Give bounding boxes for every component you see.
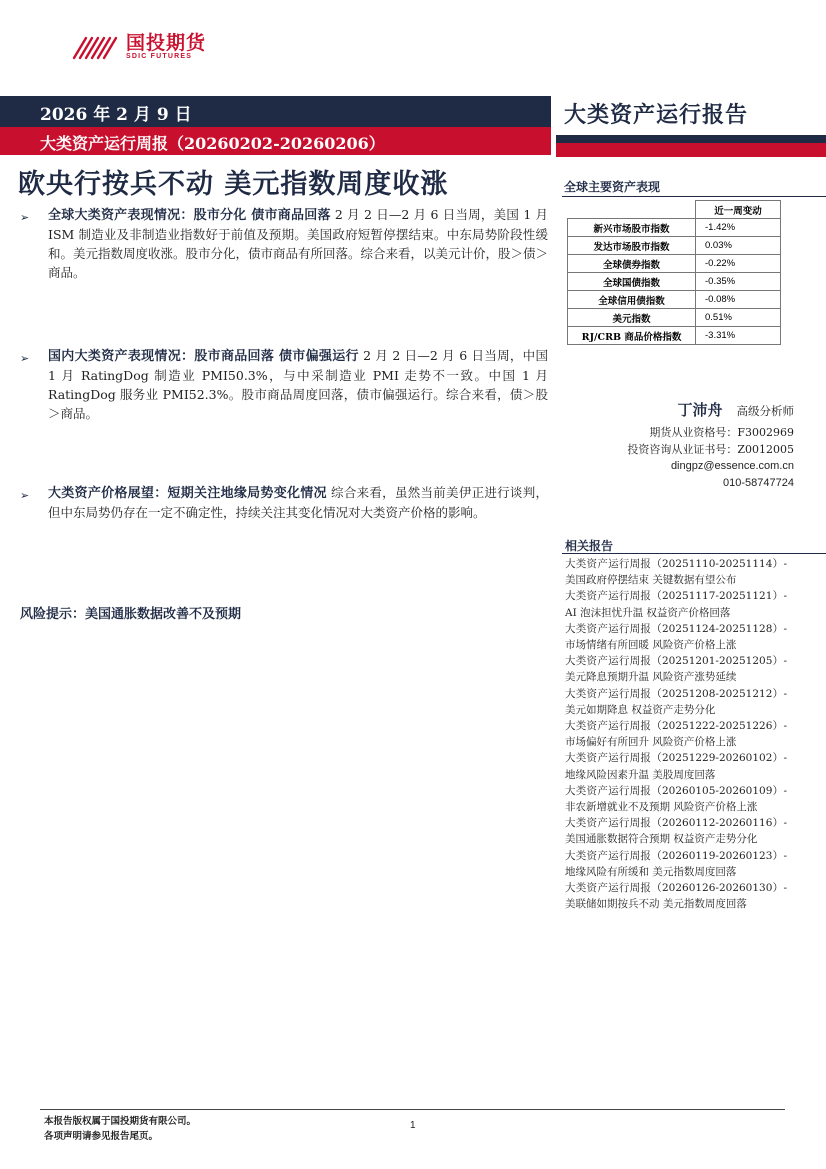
logo-english-name: SDIC FUTURES <box>126 53 193 60</box>
section-heading: 全球大类资产表现情况：股市分化 债市商品回落 <box>48 208 331 223</box>
sdic-logo-icon <box>72 34 120 60</box>
related-report-link[interactable]: 大类资产运行周报（20260119-20260123）- 地缘风险有所缓和 美元指数周度回落 <box>565 849 787 878</box>
related-report-link[interactable]: 大类资产运行周报（20260105-20260109）- 非农新增就业不及预期 风险资产价格上涨 <box>565 784 787 814</box>
related-reports-title: 相关报告 <box>565 539 614 553</box>
table-row <box>568 219 781 237</box>
table-row <box>568 237 781 255</box>
page-number: 1 <box>410 1120 416 1131</box>
right-banner-red <box>556 143 826 157</box>
asset-change: 0.51% <box>696 309 781 327</box>
analyst-name: 丁沛舟 <box>677 401 723 419</box>
table-row <box>568 291 781 309</box>
divider <box>562 553 826 554</box>
related-reports-list <box>565 556 787 912</box>
report-date: 2026 年 2 月 9 日 <box>40 105 192 125</box>
asset-change: 0.03% <box>696 237 781 255</box>
summary-section-global <box>20 205 548 282</box>
logo-chinese-name: 国投期货 <box>126 32 207 54</box>
related-report-link[interactable]: 大类资产运行周报（20251201-20251205）- 美元降息预期升温 风险资产涨势延续 <box>565 655 787 684</box>
futures-license: 期货从业资格号：F3002969 <box>649 426 794 439</box>
section-text: 2 月 2 日—2 月 6 日当周，中国 1 月 RatingDog 制造业 PMI50.3%，与中采制造业 PMI 走势不一致。中国 1 月 RatingDog 服务业 PMI52.3%。股市商品周度回落，债市偏强运行。综合来看，债＞股＞商品。 <box>48 348 548 421</box>
asset-name: 美元指数 <box>568 309 696 327</box>
asset-change: -0.22% <box>696 255 781 273</box>
arrow-bullet-icon: ➢ <box>20 489 30 502</box>
risk-warning: 风险提示：美国通胀数据改善不及预期 <box>20 607 242 622</box>
summary-section-domestic <box>20 346 548 423</box>
related-report-link[interactable]: 大类资产运行周报（20251222-20251226）- 市场偏好有所回升 风险资产价格上涨 <box>565 720 787 749</box>
related-report-link[interactable]: 大类资产运行周报（20260112-20260116）- 美国通胀数据符合预期 权益资产走势分化 <box>565 817 787 846</box>
analyst-info <box>627 398 794 492</box>
asset-name: 全球债券指数 <box>568 255 696 273</box>
table-row <box>568 327 781 345</box>
section-text: 综合来看，虽然当前美伊正进行谈判，但中东局势仍存在一定不确定性，持续关注其变化情况对大类资产价格的影响。 <box>48 485 548 520</box>
asset-name: 全球信用债指数 <box>568 291 696 309</box>
footer-divider <box>40 1109 785 1110</box>
analyst-phone: 010-58747724 <box>723 477 794 489</box>
related-report-link[interactable]: 大类资产运行周报（20251117-20251121）- AI 泡沫担忧升温 权益资产价格回落 <box>565 590 787 619</box>
asset-name: 全球国债指数 <box>568 273 696 291</box>
arrow-bullet-icon: ➢ <box>20 352 30 365</box>
related-report-link[interactable]: 大类资产运行周报（20251229-20260102）- 地缘风险因素升温 美股周度回落 <box>565 752 787 781</box>
asset-table-title: 全球主要资产表现 <box>564 180 661 194</box>
section-text: 2 月 2 日—2 月 6 日当周，美国 1 月 ISM 制造业及非制造业指数好于前值及预期。美国政府短暂停摆结束。中东局势阶段性缓和。美元指数周度收涨。股市分化，债市商品有所回落。综合来看，以美元计价，股＞债＞商品。 <box>48 207 549 280</box>
footer-disclaimer <box>44 1114 196 1144</box>
right-banner-navy <box>556 135 826 143</box>
section-heading: 大类资产价格展望：短期关注地缘局势变化情况 <box>48 486 327 501</box>
asset-name: RJ/CRB 商品价格指数 <box>568 327 696 345</box>
disclaimer-notice: 各项声明请参见报告尾页。 <box>44 1131 159 1142</box>
related-report-link[interactable]: 大类资产运行周报（20251124-20251128）- 市场情绪有所回暖 风险资产价格上涨 <box>565 622 787 652</box>
asset-change: -0.35% <box>696 273 781 291</box>
asset-change: -1.42% <box>696 219 781 237</box>
divider <box>562 196 826 197</box>
section-heading: 国内大类资产表现情况：股市商品回落 债市偏强运行 <box>48 349 359 364</box>
report-type: 大类资产运行报告 <box>564 102 749 128</box>
arrow-bullet-icon: ➢ <box>20 211 30 224</box>
table-corner <box>568 201 696 219</box>
table-row <box>568 309 781 327</box>
analyst-email[interactable]: dingpz@essence.com.cn <box>670 460 794 472</box>
asset-name: 新兴市场股市指数 <box>568 219 696 237</box>
table-column-header: 近一周变动 <box>696 201 781 219</box>
company-logo <box>72 32 206 62</box>
analyst-title: 高级分析师 <box>736 404 794 418</box>
related-report-link[interactable]: 大类资产运行周报（20251208-20251212）- 美元如期降息 权益资产走势分化 <box>565 687 787 716</box>
table-row <box>568 255 781 273</box>
table-row <box>568 273 781 291</box>
related-report-link[interactable]: 大类资产运行周报（20260126-20260130）- 美联储如期按兵不动 美元指数周度回落 <box>565 882 787 911</box>
asset-name: 发达市场股市指数 <box>568 237 696 255</box>
asset-change: -0.08% <box>696 291 781 309</box>
copyright-notice: 本报告版权属于国投期货有限公司。 <box>44 1116 197 1127</box>
report-subtitle: 大类资产运行周报（20260202-20260206） <box>40 134 385 153</box>
asset-change: -3.31% <box>696 327 781 345</box>
summary-section-outlook <box>20 483 548 522</box>
asset-performance-table <box>567 200 781 345</box>
advisory-license: 投资咨询从业证书号：Z0012005 <box>627 443 794 456</box>
related-report-link[interactable]: 大类资产运行周报（20251110-20251114）-美国政府停摆结束 关键数据有望公布 <box>565 558 787 587</box>
page-title: 欧央行按兵不动 美元指数周度收涨 <box>18 169 449 200</box>
